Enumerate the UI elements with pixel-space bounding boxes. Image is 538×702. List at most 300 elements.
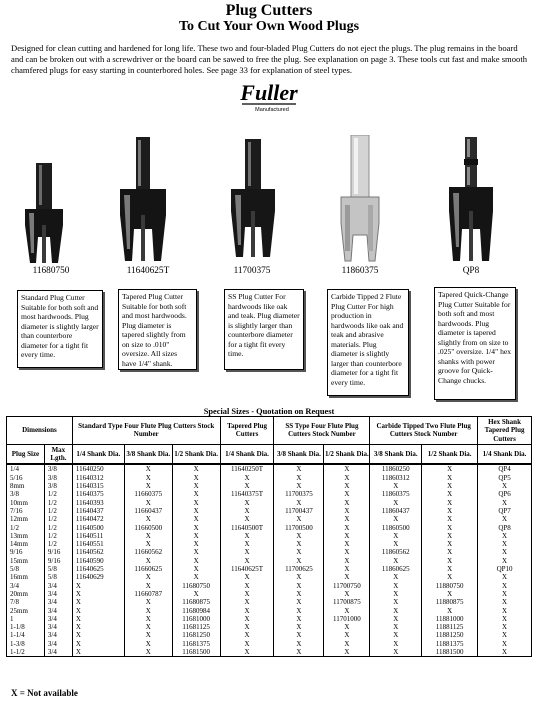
product-description-standard: Standard Plug Cutter Suitable for both soft and most hardwoods. Plug diameter is slightly larger than counterbore diameter for a tight fit every time. [17, 290, 103, 368]
table-row [7, 507, 532, 515]
table-cell: 16mm [7, 573, 45, 581]
table-cell: X [124, 623, 172, 631]
table-cell: X [324, 623, 370, 631]
table-cell: X [124, 557, 172, 565]
table-cell: X [274, 499, 324, 507]
group-header-standard: Standard Type Four Flute Plug Cutters Stock Number [72, 417, 220, 445]
table-row [7, 615, 532, 623]
specification-table [6, 416, 532, 657]
table-row [7, 557, 532, 565]
table-cell: 7/8 [7, 598, 45, 606]
table-cell: X [324, 557, 370, 565]
table-cell: X [324, 565, 370, 573]
table-cell: X [478, 573, 532, 581]
table-cell: 11640312 [72, 474, 124, 482]
table-cell: 1/2 [44, 524, 72, 532]
table-cell: X [274, 540, 324, 548]
table-cell: 11640562 [72, 548, 124, 556]
table-cell: X [324, 590, 370, 598]
table-cell: QP8 [478, 524, 532, 532]
table-cell: X [274, 648, 324, 657]
logo-sub: Manufactured [255, 107, 289, 113]
table-cell: X [274, 623, 324, 631]
table-cell: X [124, 573, 172, 581]
table-cell: X [324, 515, 370, 523]
table-cell: X [478, 640, 532, 648]
table-cell: X [124, 582, 172, 590]
table-cell: X [274, 590, 324, 598]
table-cell: X [72, 640, 124, 648]
table-cell: X [422, 565, 478, 573]
table-cell: X [72, 648, 124, 657]
table-cell: X [172, 548, 220, 556]
footnote: X = Not available [11, 688, 78, 698]
table-cell: 1-1/4 [7, 631, 45, 639]
table-cell: 11640511 [72, 532, 124, 540]
column-header: 1/4 Shank Dia. [478, 444, 532, 464]
table-cell: X [324, 482, 370, 490]
table-cell: X [324, 464, 370, 473]
table-cell: 8mm [7, 482, 45, 490]
table-cell: X [478, 590, 532, 598]
table-cell: 11640625 [72, 565, 124, 573]
table-cell: X [172, 499, 220, 507]
table-cell: X [274, 557, 324, 565]
table-cell: X [220, 474, 274, 482]
table-cell: X [370, 499, 422, 507]
table-row [7, 464, 532, 473]
table-cell: 11860250 [370, 464, 422, 473]
table-cell: 11860625 [370, 565, 422, 573]
table-cell: X [274, 582, 324, 590]
table-row [7, 515, 532, 523]
table-cell: X [370, 557, 422, 565]
table-cell: X [422, 590, 478, 598]
table-cell: 11681250 [172, 631, 220, 639]
table-cell: X [172, 524, 220, 532]
table-cell: X [370, 598, 422, 606]
table-cell: X [370, 582, 422, 590]
table-cell: X [124, 598, 172, 606]
table-cell: 11640437 [72, 507, 124, 515]
table-cell: 3/8 [44, 474, 72, 482]
table-cell: X [274, 474, 324, 482]
table-cell: 5/8 [7, 565, 45, 573]
table-cell: X [478, 557, 532, 565]
table-cell: 11640590 [72, 557, 124, 565]
table-cell: 11881000 [422, 615, 478, 623]
table-row [7, 499, 532, 507]
table-cell: X [124, 640, 172, 648]
table-cell: X [324, 474, 370, 482]
table-cell: X [370, 607, 422, 615]
table-cell: X [422, 482, 478, 490]
product-label-11640625T: 11640625T [126, 266, 170, 276]
table-cell: X [172, 540, 220, 548]
table-cell: X [72, 607, 124, 615]
table-cell: 11700750 [324, 582, 370, 590]
table-row [7, 548, 532, 556]
table-cell: X [478, 540, 532, 548]
table-cell: X [172, 515, 220, 523]
table-cell: X [220, 582, 274, 590]
table-cell: X [324, 631, 370, 639]
plug-cutter-11700375-image [228, 139, 278, 261]
table-cell: 3/8 [44, 464, 72, 473]
table-cell: X [324, 540, 370, 548]
table-cell: X [220, 515, 274, 523]
table-row [7, 640, 532, 648]
table-cell: 11680984 [172, 607, 220, 615]
page-title: Plug Cutters [225, 2, 313, 19]
table-cell: X [478, 615, 532, 623]
group-header-tapered: Tapered Plug Cutters [220, 417, 274, 445]
table-cell: X [220, 607, 274, 615]
table-cell: X [172, 490, 220, 498]
group-header-ss: SS Type Four Flute Plug Cutters Stock Number [274, 417, 370, 445]
table-cell: 1/2 [44, 540, 72, 548]
table-cell: X [422, 524, 478, 532]
table-cell: X [422, 474, 478, 482]
table-cell: X [370, 590, 422, 598]
table-cell: 11881250 [422, 631, 478, 639]
table-cell: 11640393 [72, 499, 124, 507]
product-description-ss: SS Plug Cutter For hardwoods like oak and teak. Plug diameter is slightly larger than counterbore diameter for a tight fit every time. [224, 289, 304, 370]
table-cell: 5/8 [44, 565, 72, 573]
table-cell: 11660787 [124, 590, 172, 598]
table-cell: 3/4 [44, 623, 72, 631]
table-cell: 3/8 [44, 482, 72, 490]
table-cell: 5/16 [7, 474, 45, 482]
table-cell: 11881500 [422, 648, 478, 657]
column-header: Max Lgth. [44, 444, 72, 464]
column-header: 3/8 Shank Dia. [370, 444, 422, 464]
table-cell: X [274, 515, 324, 523]
table-row [7, 607, 532, 615]
table-cell: X [324, 490, 370, 498]
column-header: 3/8 Shank Dia. [124, 444, 172, 464]
table-cell: X [124, 631, 172, 639]
table-cell: X [274, 532, 324, 540]
table-cell: X [324, 648, 370, 657]
table-cell: 1/2 [44, 499, 72, 507]
table-cell: 15mm [7, 557, 45, 565]
table-cell: X [72, 582, 124, 590]
table-cell: X [220, 640, 274, 648]
table-cell: X [324, 607, 370, 615]
table-cell: X [220, 598, 274, 606]
table-cell: X [220, 540, 274, 548]
table-cell: X [478, 598, 532, 606]
table-cell: X [370, 615, 422, 623]
table-cell: 3/4 [44, 631, 72, 639]
table-cell: 11680875 [172, 598, 220, 606]
table-cell: X [220, 548, 274, 556]
table-cell: X [72, 631, 124, 639]
table-cell: 1/2 [44, 490, 72, 498]
table-cell: X [274, 598, 324, 606]
table-cell: X [72, 623, 124, 631]
column-header: 1/2 Shank Dia. [422, 444, 478, 464]
table-cell: 11680750 [172, 582, 220, 590]
table-cell: X [324, 499, 370, 507]
table-cell: 11701000 [324, 615, 370, 623]
table-cell: 11640629 [72, 573, 124, 581]
table-cell: 11700375 [274, 490, 324, 498]
table-cell: X [422, 532, 478, 540]
table-cell: X [370, 573, 422, 581]
table-cell: X [172, 573, 220, 581]
plug-cutter-11860375-image [338, 135, 382, 265]
table-cell: 3/4 [44, 640, 72, 648]
table-cell: X [172, 590, 220, 598]
table-row [7, 573, 532, 581]
table-cell: 11640375 [72, 490, 124, 498]
table-row [7, 524, 532, 532]
table-cell: X [124, 515, 172, 523]
table-cell: X [422, 540, 478, 548]
table-cell: X [172, 474, 220, 482]
table-cell: 11660437 [124, 507, 172, 515]
table-cell: X [370, 540, 422, 548]
table-cell: X [72, 615, 124, 623]
table-cell: X [172, 532, 220, 540]
table-cell: X [124, 648, 172, 657]
table-cell: 9/16 [7, 548, 45, 556]
table-cell: X [422, 573, 478, 581]
table-cell: X [274, 640, 324, 648]
table-cell: X [422, 507, 478, 515]
table-cell: 3/4 [44, 590, 72, 598]
table-cell: X [124, 532, 172, 540]
table-cell: X [478, 607, 532, 615]
table-cell: 14mm [7, 540, 45, 548]
product-label-11680750: 11680750 [32, 266, 70, 276]
product-description-carbide: Carbide Tipped 2 Flute Plug Cutter For high production in hardwoods like oak and teak and abrasive materials. Plug diameter is slightly larger than counterbore diameter for a tight fit every time. [327, 289, 409, 396]
table-cell: X [478, 482, 532, 490]
table-cell: 11860562 [370, 548, 422, 556]
table-cell: 1/4 [7, 464, 45, 473]
table-cell: 1/2 [7, 524, 45, 532]
specification-table-body [7, 464, 532, 656]
table-cell: X [220, 623, 274, 631]
table-cell: X [478, 631, 532, 639]
table-cell: X [274, 631, 324, 639]
table-cell: X [478, 548, 532, 556]
table-cell: X [220, 482, 274, 490]
table-cell: 3/4 [7, 582, 45, 590]
table-cell: 11880875 [422, 598, 478, 606]
plug-cutter-QP8-image [446, 137, 496, 265]
table-cell: X [370, 648, 422, 657]
table-cell: 11681125 [172, 623, 220, 631]
table-row [7, 623, 532, 631]
table-cell: 11700875 [324, 598, 370, 606]
table-cell: X [478, 582, 532, 590]
table-cell: 10mm [7, 499, 45, 507]
table-cell: 11881375 [422, 640, 478, 648]
table-cell: X [478, 532, 532, 540]
intro-paragraph: Designed for clean cutting and hardened for long life. These two and four-bladed Plug Cutters do not eject the plugs. The plug remains in the board and can be broken out with a screwdriver or the board can be sawed to free the plug. See explanation on page 3. These tools cut fast and make smooth chamfered plugs for easy starting in counterbored holes. See page 33 for explanation of steel types. [11, 43, 528, 75]
table-cell: X [370, 623, 422, 631]
table-cell: 3/4 [44, 607, 72, 615]
table-cell: X [478, 623, 532, 631]
table-row [7, 532, 532, 540]
table-cell: X [172, 464, 220, 473]
table-cell: QP10 [478, 565, 532, 573]
table-cell: 11860500 [370, 524, 422, 532]
table-cell: X [124, 474, 172, 482]
table-cell: X [274, 615, 324, 623]
table-cell: X [124, 540, 172, 548]
table-cell: X [124, 482, 172, 490]
table-cell: 11700437 [274, 507, 324, 515]
table-cell: 3/4 [44, 615, 72, 623]
table-cell: 11640625T [220, 565, 274, 573]
table-cell: 11640315 [72, 482, 124, 490]
table-cell: X [422, 607, 478, 615]
table-cell: 11660500 [124, 524, 172, 532]
column-header: 1/2 Shank Dia. [172, 444, 220, 464]
table-cell: X [220, 573, 274, 581]
table-cell: X [220, 507, 274, 515]
table-cell: 13mm [7, 532, 45, 540]
table-cell: 11640250 [72, 464, 124, 473]
page-subtitle: To Cut Your Own Wood Plugs [178, 19, 360, 34]
table-cell: X [172, 565, 220, 573]
table-cell: X [220, 615, 274, 623]
table-cell: 11660562 [124, 548, 172, 556]
table-cell: X [274, 482, 324, 490]
plug-cutter-11680750-image [22, 163, 66, 267]
product-label-QP8: QP8 [462, 266, 480, 276]
table-cell: X [220, 557, 274, 565]
table-cell: X [124, 464, 172, 473]
table-cell: X [324, 640, 370, 648]
table-cell: X [422, 515, 478, 523]
table-cell: 11660375 [124, 490, 172, 498]
table-cell: 11681375 [172, 640, 220, 648]
table-cell: 11880750 [422, 582, 478, 590]
table-cell: X [370, 532, 422, 540]
column-header: 3/8 Shank Dia. [274, 444, 324, 464]
table-cell: X [370, 515, 422, 523]
table-cell: X [324, 573, 370, 581]
table-cell: 3/8 [7, 490, 45, 498]
table-cell: X [274, 464, 324, 473]
table-cell: 7/16 [7, 507, 45, 515]
table-cell: 9/16 [44, 548, 72, 556]
table-cell: X [124, 615, 172, 623]
table-cell: 11660625 [124, 565, 172, 573]
table-cell: X [324, 548, 370, 556]
table-cell: X [172, 557, 220, 565]
table-cell: 11640250T [220, 464, 274, 473]
table-row [7, 565, 532, 573]
table-cell: 12mm [7, 515, 45, 523]
table-cell: X [72, 598, 124, 606]
table-row [7, 540, 532, 548]
table-cell: 11640375T [220, 490, 274, 498]
group-header-hex-shank: Hex Shank Tapered Plug Cutters [478, 417, 532, 445]
table-cell: X [370, 482, 422, 490]
table-cell: 3/4 [44, 648, 72, 657]
product-description-tapered: Tapered Plug Cutter Suitable for both soft and most hardwoods. Plug diameter is tapered slightly from on size to .010" oversize. All sizes have 1/4" shank. [118, 289, 197, 370]
table-row [7, 598, 532, 606]
table-cell: 5/8 [44, 573, 72, 581]
table-cell: X [478, 515, 532, 523]
column-header: 1/2 Shank Dia. [324, 444, 370, 464]
table-cell: 1-1/8 [7, 623, 45, 631]
logo-brand: Fuller [240, 80, 298, 105]
table-cell: X [324, 524, 370, 532]
table-cell: 11681500 [172, 648, 220, 657]
table-cell: X [422, 499, 478, 507]
table-row [7, 582, 532, 590]
table-cell: 11700500 [274, 524, 324, 532]
table-cell: X [72, 590, 124, 598]
table-cell: 1/2 [44, 532, 72, 540]
table-row [7, 648, 532, 657]
table-cell: 1/2 [44, 507, 72, 515]
column-header: Plug Size [7, 444, 45, 464]
table-cell: QP4 [478, 464, 532, 473]
table-row [7, 631, 532, 639]
table-cell: 1-1/2 [7, 648, 45, 657]
plug-cutter-11640625T-image [117, 137, 169, 265]
table-cell: X [422, 464, 478, 473]
table-cell: X [172, 482, 220, 490]
table-cell: QP5 [478, 474, 532, 482]
product-description-quick-change: Tapered Quick-Change Plug Cutter Suitable for both soft and most hardwoods. Plug diameter is tapered slightly from on size to .025" oversize. 1/4" hex shanks with power groove for Quick-Change chucks. [434, 287, 516, 400]
table-cell: X [478, 499, 532, 507]
column-header: 1/4 Shank Dia. [220, 444, 274, 464]
table-cell: X [478, 648, 532, 657]
table-row [7, 490, 532, 498]
table-cell: 11700625 [274, 565, 324, 573]
table-cell: 11640500T [220, 524, 274, 532]
table-cell: X [370, 640, 422, 648]
table-cell: 1 [7, 615, 45, 623]
table-cell: X [220, 631, 274, 639]
product-label-11860375: 11860375 [341, 266, 379, 276]
special-sizes-note: Special Sizes - Quotation on Request [203, 407, 335, 416]
table-cell: X [220, 648, 274, 657]
column-header: 1/4 Shank Dia. [72, 444, 124, 464]
table-row [7, 590, 532, 598]
table-cell: X [220, 532, 274, 540]
table-cell: 3/4 [44, 582, 72, 590]
table-cell: 3/4 [44, 598, 72, 606]
table-cell: X [324, 532, 370, 540]
table-cell: X [274, 607, 324, 615]
table-cell: X [124, 499, 172, 507]
table-cell: 11640551 [72, 540, 124, 548]
table-cell: X [324, 507, 370, 515]
table-cell: X [370, 631, 422, 639]
table-cell: 11681000 [172, 615, 220, 623]
table-cell: 1/2 [44, 515, 72, 523]
table-cell: 1-3/8 [7, 640, 45, 648]
group-header-dimensions: Dimensions [7, 417, 73, 445]
table-cell: 9/16 [44, 557, 72, 565]
group-header-carbide: Carbide Tipped Two Flute Plug Cutters Stock Number [370, 417, 478, 445]
fuller-logo [236, 78, 302, 114]
table-cell: 11860375 [370, 490, 422, 498]
table-cell: X [220, 499, 274, 507]
table-cell: X [422, 548, 478, 556]
table-cell: X [274, 573, 324, 581]
